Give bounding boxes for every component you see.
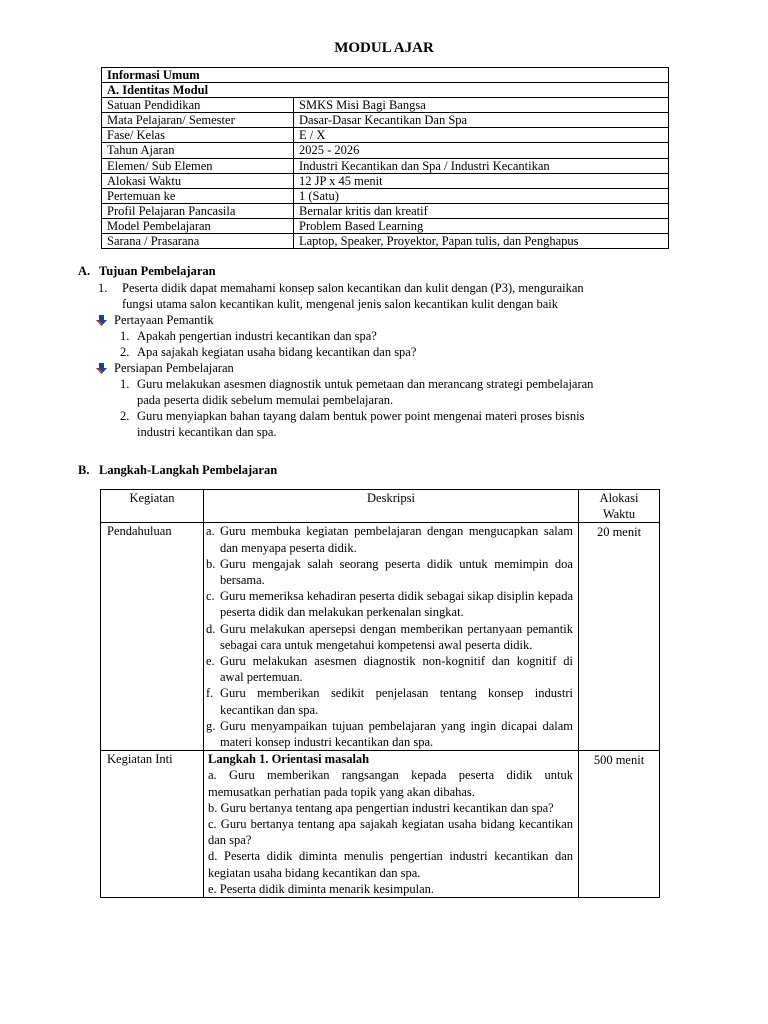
row-key: Pertemuan ke [102, 188, 294, 203]
row-value: E / X [294, 128, 669, 143]
section-a-heading [78, 264, 688, 279]
row-key: Alokasi Waktu [102, 173, 294, 188]
pendahuluan-time: 20 menit [579, 523, 660, 751]
row-key: Sarana / Prasarana [102, 234, 294, 249]
question-list [120, 328, 688, 360]
row-value: 1 (Satu) [294, 188, 669, 203]
row-value: Bernalar kritis dan kreatif [294, 203, 669, 218]
list-item [206, 653, 573, 685]
inti-time: 500 menit [579, 751, 660, 898]
section-title: Langkah-Langkah Pembelajaran [99, 463, 278, 477]
item-text: Guru melakukan asesmen diagnostik untuk pemetaan dan merancang strategi pembelajaran [137, 377, 594, 391]
list-item: b. Guru bertanya tentang apa pengertian industri kecantikan dan spa? [208, 800, 554, 815]
list-item: e. Peserta didik diminta menarik kesimpulan. [208, 881, 434, 896]
col-deskripsi: Deskripsi [204, 490, 579, 523]
list-item [206, 556, 573, 588]
item-number: 1. [120, 377, 130, 391]
table-row [102, 128, 669, 143]
item-marker: d. [206, 621, 216, 636]
list-item [206, 718, 573, 750]
table-row [101, 751, 660, 898]
item-number: 2. [120, 345, 130, 359]
list-item: c. Guru bertanya tentang apa sajakah kegiatan usaha bidang kecantikan dan spa? [208, 817, 573, 848]
item-marker: e. [206, 654, 215, 669]
row-value: Dasar-Dasar Kecantikan Dan Spa [294, 113, 669, 128]
item-text-cont: pada peserta didik sebelum memulai pembelajaran. [137, 393, 394, 407]
section-letter: A. [78, 264, 91, 278]
page-title: MODUL AJAR [334, 40, 434, 56]
table-header-row [101, 490, 660, 523]
identity-table [101, 67, 669, 249]
item-text: Peserta didik dapat memahami konsep salon kecantikan dan kulit dengan (P3), menguraikan [122, 281, 584, 295]
info-header: Informasi Umum [102, 68, 669, 83]
item-text: Guru melakukan apersepsi dengan memberikan pertanyaan pemantik sebagai cara untuk mengetahui kompetensi awal peserta didik. [220, 621, 573, 652]
row-key: Profil Pelajaran Pancasila [102, 203, 294, 218]
item-text: Guru memeriksa kehadiran peserta didik sebagai sikap disiplin kepada peserta didik dan melakukan perkenalan singkat. [220, 589, 573, 620]
item-text: Guru mengajak salah seorang peserta didik untuk memimpin doa bersama. [220, 556, 573, 588]
list-item [206, 685, 573, 717]
row-value: Problem Based Learning [294, 218, 669, 233]
col-alokasi-line1: Alokasi [599, 491, 639, 505]
list-item [120, 408, 688, 424]
section-tujuan [78, 264, 688, 440]
pendahuluan-label: Pendahuluan [101, 523, 204, 751]
table-row [102, 173, 669, 188]
list-item [120, 328, 688, 344]
section-title: Tujuan Pembelajaran [99, 264, 216, 278]
prep-list [120, 376, 688, 440]
item-text: Guru melakukan asesmen diagnostik non-kognitif dan kognitif di awal pertemuan. [220, 654, 573, 685]
item-text: Guru membuka kegiatan pembelajaran dengan mengucapkan salam dan menyapa peserta didik. [220, 524, 573, 555]
row-value: Industri Kecantikan dan Spa / Industri Kecantikan [294, 158, 669, 173]
table-row [102, 188, 669, 203]
row-key: Satuan Pendidikan [102, 98, 294, 113]
item-number: 2. [120, 409, 130, 423]
bullet-item [96, 360, 688, 376]
row-key: Fase/ Kelas [102, 128, 294, 143]
pendahuluan-desc [204, 523, 579, 751]
item-marker: g. [206, 718, 216, 733]
bullet-text: Pertayaan Pemantik [114, 313, 214, 327]
section-b-heading [78, 463, 688, 478]
list-item [120, 376, 688, 392]
list-item [206, 621, 573, 653]
list-item [206, 588, 573, 620]
col-kegiatan: Kegiatan [101, 490, 204, 523]
row-value: 12 JP x 45 menit [294, 173, 669, 188]
item-text: Apakah pengertian industri kecantikan dan spa? [137, 329, 377, 343]
table-row [102, 218, 669, 233]
row-key: Elemen/ Sub Elemen [102, 158, 294, 173]
steps-table [100, 489, 660, 898]
list-item [98, 280, 688, 296]
inti-label: Kegiatan Inti [101, 751, 204, 898]
row-value: 2025 - 2026 [294, 143, 669, 158]
bullet-item [96, 312, 688, 328]
item-number: 1. [98, 281, 108, 295]
list-item: d. Peserta didik diminta menulis pengertian industri kecantikan dan kegiatan usaha bidang kecantikan dan spa. [208, 849, 573, 880]
section-langkah [78, 463, 688, 478]
item-marker: c. [206, 589, 215, 604]
row-key: Mata Pelajaran/ Semester [102, 113, 294, 128]
table-row [102, 234, 669, 249]
table-row [102, 158, 669, 173]
arrow-bullet-icon [96, 362, 107, 373]
table-row [102, 113, 669, 128]
table-row [101, 523, 660, 751]
row-key: Model Pembelajaran [102, 218, 294, 233]
item-text: Guru menyampaikan tujuan pembelajaran yang ingin dicapai dalam materi konsep industri kecantikan dan spa. [220, 718, 573, 750]
table-row [102, 98, 669, 113]
item-text: Apa sajakah kegiatan usaha bidang kecantikan dan spa? [137, 345, 417, 359]
identity-header: A. Identitas Modul [102, 83, 669, 98]
item-marker: a. [206, 524, 215, 539]
col-alokasi [579, 490, 660, 523]
row-key: Tahun Ajaran [102, 143, 294, 158]
list-item: a. Guru memberikan rangsangan kepada peserta didik untuk memusatkan perhatian pada topik yang akan dibahas. [208, 768, 573, 799]
section-letter: B. [78, 463, 90, 477]
inti-desc [204, 751, 579, 898]
item-text-cont: industri kecantikan dan spa. [137, 425, 277, 439]
table-row [102, 203, 669, 218]
bullet-text: Persiapan Pembelajaran [114, 361, 234, 375]
item-marker: b. [206, 556, 216, 571]
item-text: Guru memberikan sedikit penjelasan tentang konsep industri kecantikan dan spa. [220, 686, 573, 717]
list-item [120, 344, 688, 360]
step-title: Langkah 1. Orientasi masalah [208, 752, 370, 767]
item-number: 1. [120, 329, 130, 343]
item-text: Guru menyiapkan bahan tayang dalam bentuk power point mengenai materi proses bisnis [137, 409, 585, 423]
row-value: SMKS Misi Bagi Bangsa [294, 98, 669, 113]
item-marker: f. [206, 686, 214, 701]
table-row [102, 143, 669, 158]
col-alokasi-line2: Waktu [602, 507, 636, 522]
item-text-cont: fungsi utama salon kecantikan kulit, mengenal jenis salon kecantikan kulit dengan baik [122, 297, 558, 311]
row-value: Laptop, Speaker, Proyektor, Papan tulis, dan Penghapus [294, 234, 669, 249]
list-item [206, 523, 573, 555]
arrow-bullet-icon [96, 314, 107, 325]
